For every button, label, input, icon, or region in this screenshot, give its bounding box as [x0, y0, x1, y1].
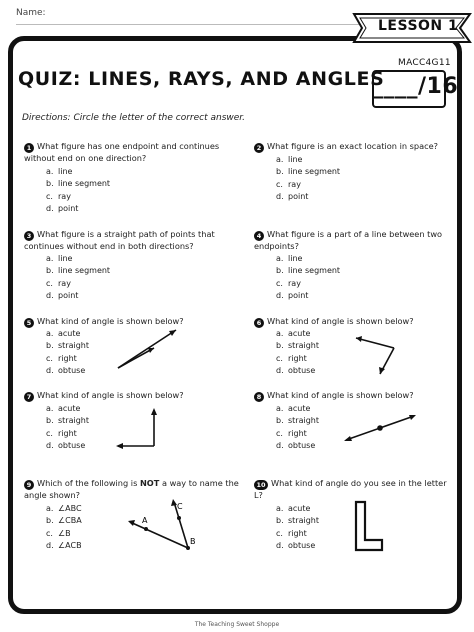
- point-b-label: B: [190, 537, 196, 546]
- quiz-title: QUIZ: LINES, RAYS, AND ANGLES: [18, 68, 385, 90]
- question-text: What figure is a straight path of points that continues without end in both directions?: [24, 229, 215, 251]
- angle-9-diagram: [124, 494, 204, 556]
- option-c[interactable]: c. right: [276, 428, 307, 438]
- question-text: What kind of angle is shown below?: [267, 316, 414, 326]
- score-text: ____/16: [372, 74, 459, 99]
- options-1: [46, 166, 110, 216]
- question-number: 9: [24, 480, 34, 490]
- option-d[interactable]: d. obtuse: [46, 366, 86, 376]
- question-number: 5: [24, 318, 34, 328]
- option-b[interactable]: b. ∠CBA: [46, 516, 82, 526]
- question-number: 8: [254, 392, 264, 402]
- question-1: [24, 141, 239, 164]
- options-9: [46, 503, 82, 553]
- question-number: 7: [24, 392, 34, 402]
- option-d[interactable]: d. obtuse: [276, 366, 316, 376]
- option-d[interactable]: d. obtuse: [276, 541, 316, 551]
- option-b[interactable]: b. straight: [276, 416, 320, 426]
- question-6: [254, 316, 454, 328]
- angle-6-diagram: [348, 330, 418, 376]
- options-4: [276, 253, 340, 303]
- option-b[interactable]: b. line segment: [276, 266, 341, 276]
- question-text: What figure is an exact location in space?: [267, 141, 439, 151]
- option-b[interactable]: b. line segment: [46, 266, 111, 276]
- option-c[interactable]: c. ray: [276, 179, 301, 189]
- question-9: 9 Which of the following is NOT a way to name the angle shown?: [24, 478, 239, 500]
- question-7: [24, 390, 239, 402]
- standard-code: MACC4G11: [398, 58, 451, 68]
- options-6: [276, 328, 319, 378]
- options-10: [276, 503, 319, 553]
- option-a[interactable]: a. acute: [46, 329, 81, 338]
- question-text: What kind of angle is shown below?: [37, 316, 184, 326]
- option-a[interactable]: a. line: [46, 254, 73, 263]
- option-c[interactable]: c. right: [276, 353, 307, 363]
- option-b[interactable]: b. line segment: [276, 167, 341, 177]
- option-d[interactable]: d. obtuse: [276, 441, 316, 451]
- question-2: [254, 141, 454, 153]
- option-d[interactable]: d. point: [46, 291, 79, 301]
- question-10: [254, 478, 454, 501]
- option-a[interactable]: a. ∠ABC: [46, 504, 82, 513]
- point-a-label: A: [142, 516, 148, 525]
- option-d[interactable]: d. point: [276, 192, 309, 202]
- question-text: What kind of angle do you see in the letter L?: [254, 478, 447, 500]
- question-number: 4: [254, 231, 264, 241]
- question-text: What figure has one endpoint and continues without end on one direction?: [24, 141, 220, 163]
- angle-7-diagram: [112, 404, 164, 450]
- question-number: 10: [254, 480, 268, 490]
- option-a[interactable]: a. acute: [276, 504, 311, 513]
- option-c[interactable]: c. ray: [276, 278, 301, 288]
- option-a[interactable]: a. line: [276, 254, 303, 263]
- option-b[interactable]: b. straight: [46, 341, 90, 351]
- options-5: [46, 328, 89, 378]
- option-c[interactable]: c. ∠B: [46, 528, 71, 538]
- options-3: [46, 253, 110, 303]
- angle-5-diagram: [110, 322, 180, 372]
- letter-l-figure: [352, 500, 386, 552]
- question-number: 3: [24, 231, 34, 241]
- question-text: What figure is a part of a line between two endpoints?: [254, 229, 443, 251]
- question-text: What kind of angle is shown below?: [37, 390, 184, 400]
- options-2: [276, 154, 340, 204]
- option-c[interactable]: c. right: [46, 353, 77, 363]
- option-a[interactable]: a. line: [276, 155, 303, 164]
- option-d[interactable]: d. ∠ACB: [46, 541, 82, 551]
- directions: Directions: Circle the letter of the correct answer.: [22, 113, 246, 123]
- point-c-label: C: [177, 502, 183, 511]
- angle-8-diagram: [340, 410, 420, 446]
- option-c[interactable]: c. ray: [46, 278, 71, 288]
- option-a[interactable]: a. acute: [276, 329, 311, 338]
- question-4: [254, 229, 454, 252]
- option-c[interactable]: c. right: [46, 428, 77, 438]
- footer-credit: The Teaching Sweet Shoppe: [194, 621, 280, 628]
- option-d[interactable]: d. point: [276, 291, 309, 301]
- question-8: [254, 390, 454, 402]
- option-b[interactable]: b. straight: [276, 341, 320, 351]
- option-c[interactable]: c. right: [276, 528, 307, 538]
- option-a[interactable]: a. acute: [46, 404, 81, 413]
- question-number: 6: [254, 318, 264, 328]
- options-7: [46, 403, 89, 453]
- lesson-label: LESSON 1: [378, 18, 459, 34]
- option-c[interactable]: c. ray: [46, 191, 71, 201]
- options-8: [276, 403, 319, 453]
- question-number: 1: [24, 143, 34, 153]
- option-d[interactable]: d. point: [46, 204, 79, 214]
- option-d[interactable]: d. obtuse: [46, 441, 86, 451]
- question-number: 2: [254, 143, 264, 153]
- question-3: [24, 229, 236, 252]
- option-b[interactable]: b. line segment: [46, 179, 111, 189]
- option-b[interactable]: b. straight: [276, 516, 320, 526]
- name-label: Name:: [16, 8, 46, 18]
- question-text: What kind of angle is shown below?: [267, 390, 414, 400]
- option-a[interactable]: a. line: [46, 167, 73, 176]
- option-a[interactable]: a. acute: [276, 404, 311, 413]
- option-b[interactable]: b. straight: [46, 416, 90, 426]
